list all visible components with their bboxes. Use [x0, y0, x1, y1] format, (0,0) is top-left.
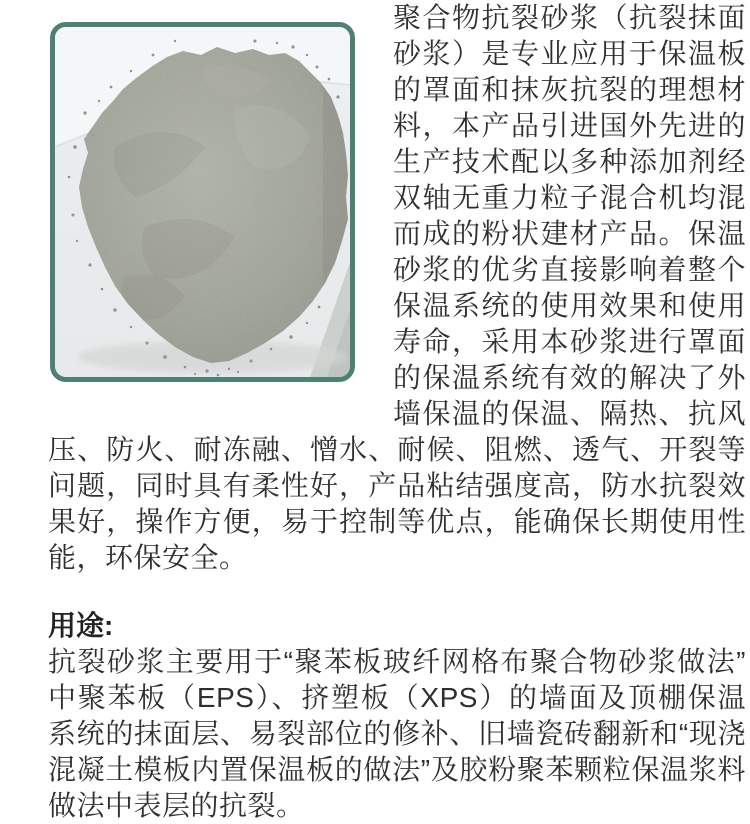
usage-heading: 用途:	[48, 610, 114, 641]
usage-text: 抗裂砂浆主要用于“聚苯板玻纤网格布聚合物砂浆做法”中聚苯板（EPS）、挤塑板（XPS）的墙面及顶棚保温系统的抹面层、易裂部位的修补、旧墙瓷砖翻新和“现浇混凝土模板内置保温板的做法”及胶粉聚苯颗粒保温浆料做法中表层的抗裂。	[48, 646, 746, 821]
product-photo	[50, 22, 355, 382]
product-description: 聚合物抗裂砂浆（抗裂抹面砂浆）是专业应用于保温板的罩面和抹灰抗裂的理想材料，本产品引进国外先进的生产技术配以多种添加剂经双轴无重力粒子混合机均混而成的粉状建材产品。保温砂浆的优劣直接影响着整个保温系统的使用效果和使用寿命，采用本砂浆进行罩面的保温系统有效的解决了外墙保温的保温、隔热、抗风压、防火、耐冻融、憎水、耐候、阻燃、透气、开裂等问题，同时具有柔性好，产品粘结强度高，防水抗裂效果好，操作方便，易于控制等优点，能确保长期使用性能，环保安全。	[48, 2, 746, 573]
powder-photo-illustration	[55, 27, 350, 377]
